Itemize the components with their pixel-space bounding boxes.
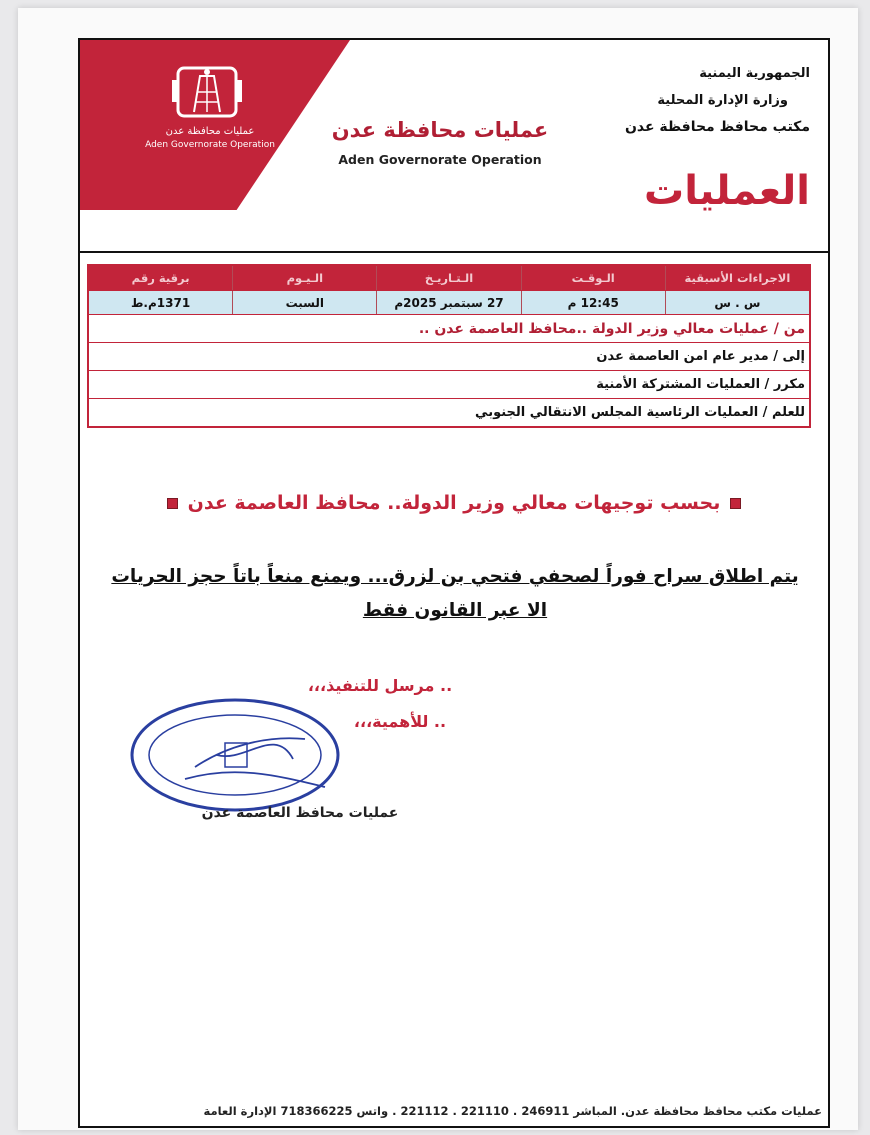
cc-line: مكرر / العمليات المشتركة الأمنية [89,370,809,398]
info-header-row [89,266,809,290]
org-name-en: Aden Governorate Operation [338,152,542,167]
order-text-content: يتم اطلاق سراح فوراً لصحفي فتحي بن لزرق... ويمنع منعاً باتاً حجز الحريات الا عبر القانون فقط [111,566,799,621]
header-date: الـتـاريـخ [376,266,520,290]
header-telegram-number: برقية رقم [131,271,190,285]
bullet-icon [167,498,178,509]
telegram-info-table [87,264,811,428]
header-priority: الاجراءات الأسبقية [665,266,809,290]
directive-heading [80,492,828,514]
order-text [100,560,810,628]
page-title: العمليات [644,168,810,214]
info-value-row [89,290,809,314]
contact-footer: عمليات مكتب محافظ محافظة عدن. المباشر 246911 . 221110 . 221112 . واتس 718366225 الإدارة العامة [203,1104,822,1118]
logo-caption-en: Aden Governorate Operation [145,140,275,150]
header-day: الـيـوم [232,266,376,290]
governorate-logo-icon [172,62,242,122]
send-for-execution-note: .. مرسل للتنفيذ،،، [307,676,453,695]
header-time: الـوقـت [521,266,665,290]
value-priority: س . س [665,291,809,314]
importance-note: .. للأهمية،،، [353,712,447,731]
value-telegram-number: 1371م.ط [130,295,191,310]
document-frame [78,38,830,1128]
logo-caption-ar: عمليات محافظة عدن [165,126,255,137]
document-sheet [18,8,858,1130]
bullet-icon [730,498,741,509]
directive-text: بحسب توجيهات معالي وزير الدولة.. محافظ العاصمة عدن [187,492,721,514]
from-line: من / عمليات معالي وزير الدولة ..محافظ العاصمة عدن .. [89,314,809,342]
official-stamp-icon [125,695,345,815]
org-name-ar: عمليات محافظة عدن [331,118,549,142]
value-day: السبت [232,291,376,314]
office-name: مكتب محافظ محافظة عدن [624,119,810,135]
letterhead [80,40,828,253]
ministry-name: وزارة الإدارة المحلية [657,93,788,108]
to-line: إلى / مدير عام امن العاصمة عدن [89,342,809,370]
info-line: للعلم / العمليات الرئاسية المجلس الانتقالي الجنوبي [89,398,809,426]
country-name: الجمهورية اليمنية [699,66,810,81]
issuer-block [625,60,810,141]
value-time: 12:45 م [521,291,665,314]
value-date: 27 سبتمبر 2025م [376,291,520,314]
signature-label: عمليات محافظ العاصمة عدن [201,805,399,821]
